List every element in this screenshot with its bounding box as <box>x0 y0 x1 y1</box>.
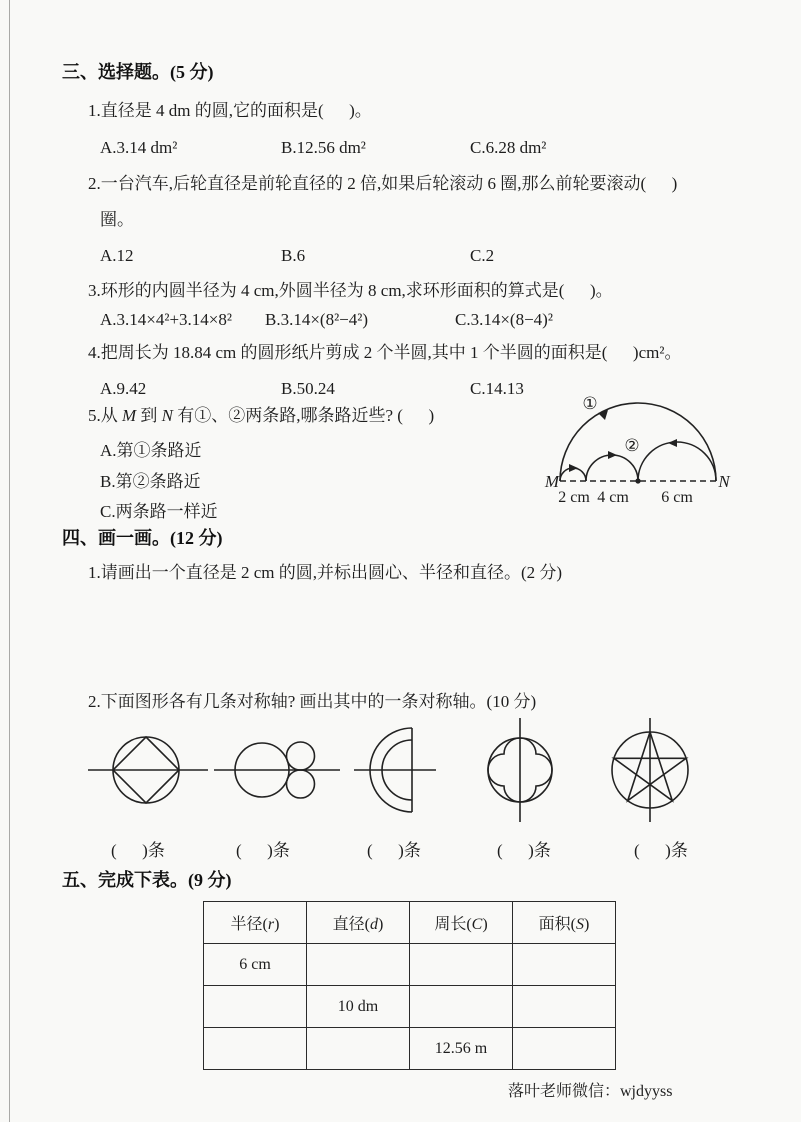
header-text: ) <box>584 916 590 933</box>
circle-measures-table <box>203 901 616 1070</box>
header-radius <box>204 902 307 944</box>
table-cell <box>307 1028 410 1070</box>
q5-text-pre: 5.从 <box>88 406 122 425</box>
header-var: S <box>576 916 584 933</box>
figure1-answer-blank: ( )条 <box>111 841 165 860</box>
q4-option-b: B.50.24 <box>281 379 335 398</box>
dim-6cm: 6 cm <box>661 489 693 506</box>
table-row <box>204 944 616 986</box>
figure-circle-with-square <box>86 716 211 828</box>
point-m-label: M <box>544 472 560 491</box>
section5-title: 五、完成下表。(9 分) <box>62 870 232 890</box>
table-cell <box>204 986 307 1028</box>
q5-option-c: C.两条路一样近 <box>100 502 218 521</box>
header-text: 半径( <box>230 916 268 933</box>
header-text: ) <box>274 916 280 933</box>
mn-route-diagram <box>538 383 738 511</box>
q2-option-c: C.2 <box>470 246 495 265</box>
table-cell <box>513 1028 616 1070</box>
section4-q2-text: 2.下面图形各有几条对称轴? 画出其中的一条对称轴。(10 分) <box>88 692 537 711</box>
figure3-answer-blank: ( )条 <box>367 841 421 860</box>
figure-half-ring <box>350 714 442 830</box>
q1-option-b: B.12.56 dm² <box>281 138 366 157</box>
question-2-text-line2: 圈。 <box>100 210 134 229</box>
route-2-arrow-mid <box>608 451 617 459</box>
header-diameter <box>307 902 410 944</box>
header-var: r <box>267 916 275 933</box>
figure-quatrefoil-in-circle <box>460 715 582 829</box>
teacher-wechat-note: 落叶老师微信：wjdyyss <box>508 1083 673 1100</box>
header-var: C <box>471 916 483 933</box>
table-cell <box>513 944 616 986</box>
table-cell: 10 dm <box>307 986 410 1028</box>
figure-star-in-circle <box>590 715 712 829</box>
q5-text-rest: 有①、②两条路,哪条路近些? ( ) <box>173 406 435 425</box>
figure5-answer-blank: ( )条 <box>634 841 688 860</box>
table-row <box>204 1028 616 1070</box>
q5-option-b: B.第②条路近 <box>100 472 201 491</box>
figure4-answer-blank: ( )条 <box>497 841 551 860</box>
header-circumference <box>410 902 513 944</box>
section4-title: 四、画一画。(12 分) <box>62 528 223 548</box>
q5-option-a: A.第①条路近 <box>100 441 202 460</box>
table-header-row <box>204 902 616 944</box>
q3-option-c: C.3.14×(8−4)² <box>455 310 553 329</box>
junction-dot <box>635 478 640 483</box>
table-cell <box>410 986 513 1028</box>
question-2-text-line1: 2.一台汽车,后轮直径是前轮直径的 2 倍,如果后轮滚动 6 圈,那么前轮要滚动( ) <box>88 174 678 193</box>
route-2-arc-large <box>638 442 716 481</box>
header-text: 面积( <box>538 916 576 933</box>
q4-option-a: A.9.42 <box>100 379 147 398</box>
header-var: d <box>370 916 378 933</box>
figure-three-circles <box>212 716 344 828</box>
route-2-label: ② <box>624 436 640 455</box>
q1-option-c: C.6.28 dm² <box>470 138 547 157</box>
section4-q1-text: 1.请画出一个直径是 2 cm 的圆,并标出圆心、半径和直径。(2 分) <box>88 563 563 582</box>
header-text: ) <box>482 916 488 933</box>
table-cell <box>307 944 410 986</box>
question-5-text <box>88 406 434 426</box>
table-cell: 12.56 m <box>410 1028 513 1070</box>
table-cell: 6 cm <box>204 944 307 986</box>
q2-option-b: B.6 <box>281 246 306 265</box>
route-2-arrow-small <box>569 464 578 472</box>
route-2-arrow-large <box>668 439 677 447</box>
page-margin-rule <box>9 0 10 1122</box>
q3-option-b: B.3.14×(8²−4²) <box>265 310 369 329</box>
q3-option-a: A.3.14×4²+3.14×8² <box>100 310 232 329</box>
q5-point-n: N <box>161 406 174 425</box>
dim-4cm: 4 cm <box>597 489 629 506</box>
figure2-answer-blank: ( )条 <box>236 841 290 860</box>
section3-title: 三、选择题。(5 分) <box>62 62 214 82</box>
question-3-text: 3.环形的内圆半径为 4 cm,外圆半径为 8 cm,求环形面积的算式是( )。 <box>88 281 613 300</box>
table-cell <box>513 986 616 1028</box>
q4-option-c: C.14.13 <box>470 379 524 398</box>
header-area <box>513 902 616 944</box>
q5-text-mid: 到 <box>136 406 162 425</box>
route-1-label: ① <box>582 394 598 413</box>
route-1-arrow <box>598 410 608 420</box>
question-4-text: 4.把周长为 18.84 cm 的圆形纸片剪成 2 个半圆,其中 1 个半圆的面积是( )cm²。 <box>88 343 682 362</box>
header-text: 直径( <box>332 916 370 933</box>
table-cell <box>204 1028 307 1070</box>
dim-2cm: 2 cm <box>558 489 590 506</box>
header-text: ) <box>378 916 384 933</box>
table-row <box>204 986 616 1028</box>
table-cell <box>410 944 513 986</box>
point-n-label: N <box>718 472 730 491</box>
question-1-text: 1.直径是 4 dm 的圆,它的面积是( )。 <box>88 101 372 120</box>
q2-option-a: A.12 <box>100 246 134 265</box>
route-2-arc-mid <box>586 455 638 481</box>
q5-point-m: M <box>122 406 137 425</box>
q1-option-a: A.3.14 dm² <box>100 138 178 157</box>
header-text: 周长( <box>434 916 472 933</box>
